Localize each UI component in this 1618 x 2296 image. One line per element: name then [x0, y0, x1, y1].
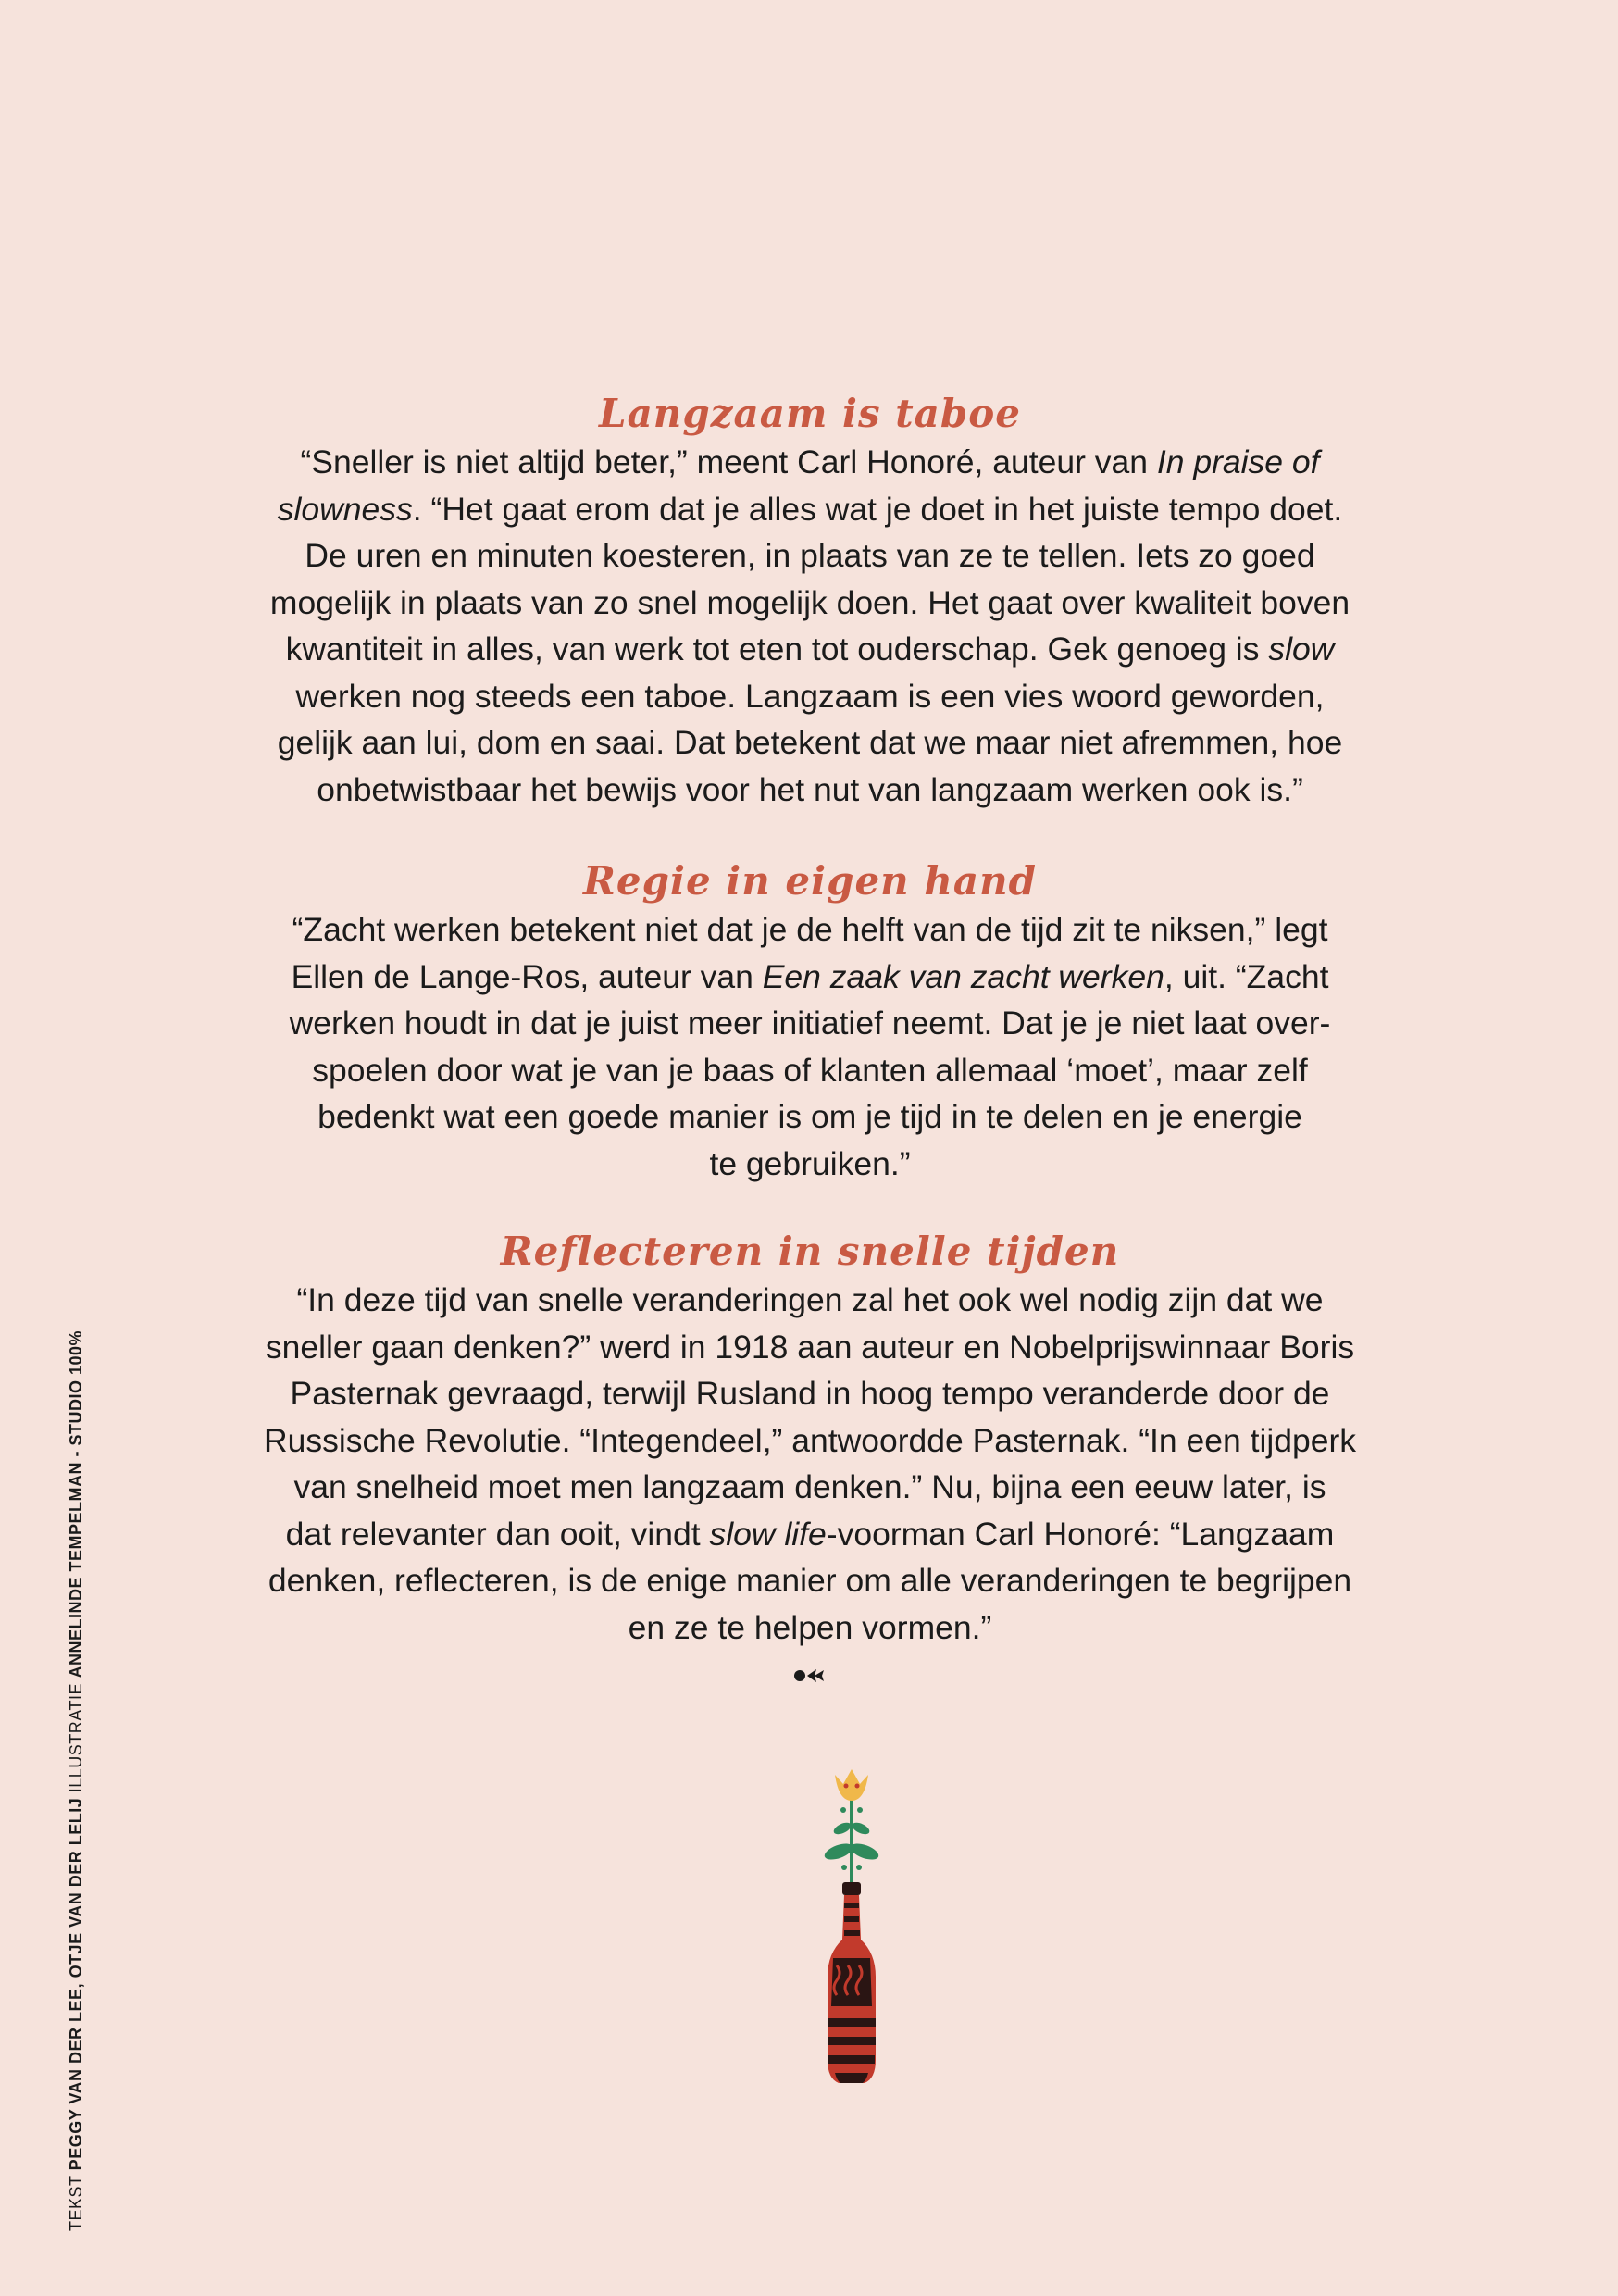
- body-line: te gebruiken.”: [709, 1144, 911, 1182]
- body-line: dat relevanter dan ooit, vindt slow life-voorman Carl Honoré: “Langzaam: [285, 1515, 1335, 1553]
- body-line: en ze te helpen vormen.”: [628, 1608, 992, 1646]
- body-line: werken houdt in dat je juist meer initiatief neemt. Dat je je niet laat over-: [289, 1004, 1331, 1042]
- body-line: gelijk aan lui, dom en saai. Dat betekent dat we maar niet afremmen, hoe: [277, 724, 1343, 761]
- body-line: Russische Revolutie. “Integendeel,” antwoordde Pasternak. “In een tijdperk: [263, 1421, 1357, 1459]
- body-line: bedenkt wat een goede manier is om je tijd in te delen en je energie: [317, 1098, 1302, 1135]
- credit-illustration-names: ANNELINDE TEMPELMAN - STUDIO 100%: [67, 1329, 85, 1678]
- section-heading: Regie in eigen hand: [583, 858, 1037, 904]
- credit-text-label: TEKST: [67, 2170, 85, 2231]
- body-line: Ellen de Lange-Ros, auteur van Een zaak van zacht werken, uit. “Zacht: [291, 957, 1329, 995]
- body-line: kwantiteit in alles, van werk tot eten tot ouderschap. Gek genoeg is slow: [285, 630, 1335, 668]
- body-line: werken nog steeds een taboe. Langzaam is een vies woord geworden,: [295, 677, 1325, 715]
- credit-text-names: PEGGY VAN DER LEE, OTJE VAN DER LELIJ: [67, 1797, 85, 2171]
- body-line: mogelijk in plaats van zo snel mogelijk doen. Het gaat over kwaliteit boven: [269, 583, 1350, 621]
- section-regie-in-eigen-hand: [199, 856, 1421, 1187]
- vase-flower-illustration: [805, 1764, 898, 2106]
- body-line: “Zacht werken betekent niet dat je de helft van de tijd zit te niksen,” legt: [292, 911, 1328, 948]
- credit-illustration-label: ILLUSTRATIE: [67, 1678, 85, 1798]
- section-heading: Reflecteren in snelle tijden: [500, 1229, 1120, 1274]
- body-line: onbetwistbaar het bewijs voor het nut van langzaam werken ook is.”: [317, 770, 1303, 808]
- body-line: van snelheid moet men langzaam denken.” Nu, bijna een eeuw later, is: [293, 1468, 1326, 1505]
- body-line: spoelen door wat je van je baas of klanten allemaal ‘moet’, maar zelf: [312, 1051, 1308, 1089]
- body-line: De uren en minuten koesteren, in plaats van ze te tellen. Iets zo goed: [305, 537, 1315, 574]
- body-line: sneller gaan denken?” werd in 1918 aan auteur en Nobelprijswinnaar Boris: [265, 1328, 1355, 1366]
- end-mark-icon: [792, 1666, 826, 1685]
- credits: [67, 1330, 86, 2231]
- section-langzaam-is-taboe: [199, 389, 1421, 813]
- body-line: Pasternak gevraagd, terwijl Rusland in hoog tempo veranderde door de: [290, 1375, 1330, 1412]
- body-line: “Sneller is niet altijd beter,” meent Carl Honoré, auteur van In praise of: [300, 443, 1320, 480]
- section-reflecteren-in-snelle-tijden: [199, 1227, 1421, 1651]
- section-heading: Langzaam is taboe: [599, 391, 1021, 436]
- body-line: denken, reflecteren, is de enige manier om alle veranderingen te begrijpen: [268, 1562, 1352, 1599]
- body-line: “In deze tijd van snelle veranderingen zal het ook wel nodig zijn dat we: [296, 1281, 1324, 1318]
- body-line: slowness. “Het gaat erom dat je alles wat je doet in het juiste tempo doet.: [277, 490, 1343, 528]
